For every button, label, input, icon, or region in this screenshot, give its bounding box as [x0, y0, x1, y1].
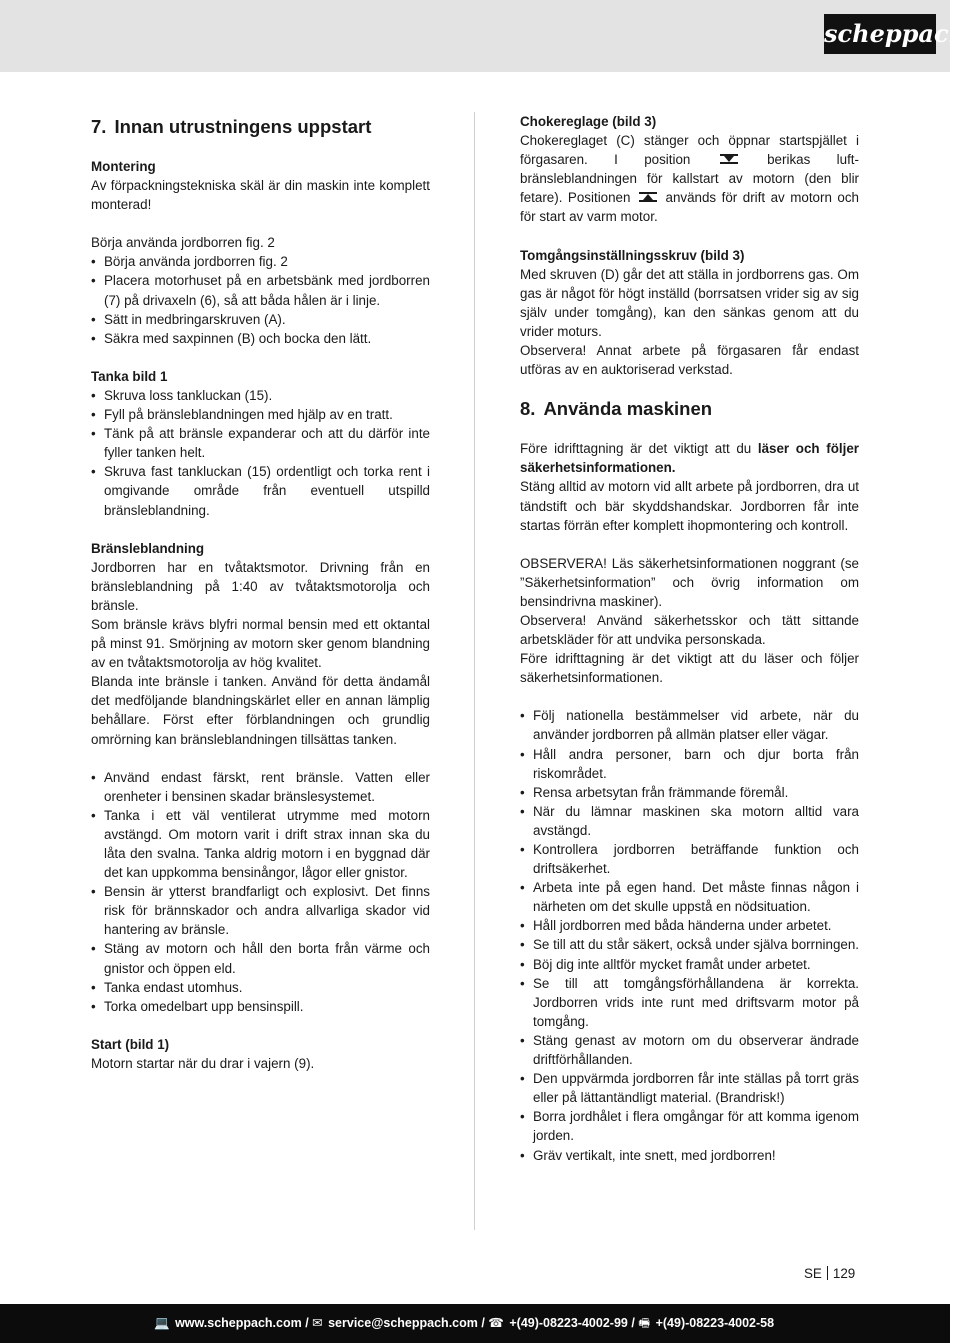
use-p1 [520, 439, 859, 477]
choke-open-icon [638, 191, 658, 203]
bransle-heading: Bränsleblandning [91, 540, 205, 556]
mail-icon: ✉ [312, 1316, 323, 1330]
list-item: • Den uppvärmda jordborren får inte ställas på torrt gräs eller på lättantändligt material. (Brandrisk!) [520, 1069, 859, 1107]
right-column [520, 112, 859, 1165]
list-item: • Rensa arbetsytan från främmande föremål. [520, 783, 859, 802]
fax-icon: 🖷 [638, 1316, 651, 1330]
section-title: Innan utrustningens uppstart [114, 116, 372, 137]
page-number-value: 129 [832, 1266, 856, 1281]
list-item: • Skruva fast tankluckan (15) ordentligt och torka rent i omgivande område från eventuell utspilld bränsleblandning. [91, 462, 430, 519]
column-divider [474, 112, 475, 1230]
use-p4: Observera! Använd säkerhetsskor och tätt sittande arbetskläder för att undvika personskada. [520, 612, 859, 648]
idle-heading: Tomgångsinställningsskruv (bild 3) [520, 247, 745, 263]
choke-text [520, 131, 859, 226]
use-p1-bold: läser och följer säkerhetsinformationen. [520, 441, 859, 476]
page-number-divider [827, 1266, 828, 1280]
bransle-p3: Blanda inte bränsle i tanken. Använd för detta ändamål det medföljande blandningskärlet eller en annan lämplig behållare. Först efter förblandningen och grundlig omrörning kan bränsleblandningen tillsättas tanken. [91, 674, 430, 747]
list-item: • Torka omedelbart upp bensinspill. [91, 997, 430, 1016]
bransle-list [91, 768, 430, 1016]
list-item: • Se till att du står säkert, också under själva borrningen. [520, 935, 859, 954]
montering-intro: Börja använda jordborren fig. 2 [91, 235, 275, 251]
tanka-list [91, 386, 430, 520]
choke-text-part: Chokereglaget (C) stänger och öppnar startspjället i förgasaren. I position [520, 133, 859, 168]
choke-closed-icon [719, 153, 739, 165]
bransle-p1: Jordborren har en tvåtaktsmotor. Drivning från en bränsleblandning på 1:40 av tvåtaktsmotorolja och bränsle. [91, 559, 430, 613]
list-item: • Sätt in medbringarskruven (A). [91, 310, 430, 329]
use-p3: OBSERVERA! Läs säkerhetsinformationen noggrant (se ”Säkerhetsinformation” och övrig information om bensindrivna maskiner). [520, 555, 859, 609]
computer-icon: 💻 [154, 1316, 170, 1330]
use-p1-text: Före idrifttagning är det viktigt att du [520, 441, 758, 457]
section-8-heading [520, 394, 859, 424]
list-item: • Håll jordborren med båda händerna under arbetet. [520, 916, 859, 935]
phone-icon: ☎ [488, 1316, 504, 1330]
list-item: • Följ nationella bestämmelser vid arbete, när du använder jordborren på allmän platser eller vägar. [520, 706, 859, 744]
footer-mail[interactable]: service@scheppach.com [328, 1316, 478, 1330]
list-item: • När du lämnar maskinen ska motorn alltid vara avstängd. [520, 802, 859, 840]
list-item: • Skruva loss tankluckan (15). [91, 386, 430, 405]
list-item: • Säkra med saxpinnen (B) och bocka den lätt. [91, 329, 430, 348]
section-number: 7. [91, 116, 107, 137]
footer-bar [0, 1304, 950, 1343]
use-p2: Stäng alltid av motorn vid allt arbete på jordborren, dra ut tändstift och bär skyddshandskar. Jordborren får inte startas förrän efter komplett ihopmontering och kontroll. [520, 479, 859, 533]
list-item: • Se till att tomgångsförhållandena är korrekta. Jordborren vrids inte runt med driftsvarm motor på tomgång. [520, 974, 859, 1031]
list-item: • Håll andra personer, barn och djur borta från riskområdet. [520, 745, 859, 783]
section-title: Använda maskinen [543, 398, 713, 420]
list-item: • Stäng av motorn och håll den borta från värme och gnistor och öppen eld. [91, 939, 430, 977]
list-item: • Arbeta inte på egen hand. Det måste finnas någon i närheten om det skulle uppstå en nödsituation. [520, 878, 859, 916]
footer-separator: / [477, 1316, 489, 1330]
choke-text-part: berikas luft-bränsleblandningen för kallstart av motorn (den blir fetare). Positionen [520, 152, 859, 206]
list-item: • Böj dig inte alltför mycket framåt under arbetet. [520, 955, 859, 974]
scheppach-logo: scheppach [824, 14, 936, 54]
list-item: • Placera motorhuset på en arbetsbänk med jordborren (7) på drivaxeln (6), så att båda hålen är i linje. [91, 271, 430, 309]
list-item: • Börja använda jordborren fig. 2 [91, 252, 430, 271]
idle-p2: Observera! Annat arbete på förgasaren får endast utföras av en auktoriserad verkstad. [520, 343, 859, 378]
header-band [0, 0, 950, 72]
montering-list [91, 252, 430, 347]
list-item: • Tanka endast utomhus. [91, 978, 430, 997]
footer-web[interactable]: www.scheppach.com [175, 1316, 302, 1330]
list-item: • Borra jordhålet i flera omgångar för att komma igenom jorden. [520, 1107, 859, 1145]
idle-p1: Med skruven (D) går det att ställa in jordborrens gas. Om gas är något för högt inställd (borrsatsen vrider sig av sig själv under tomgång), kan den sänkas genom att du vrider moturs. [520, 266, 859, 339]
use-list [520, 706, 859, 1164]
bransle-p2: Som bränsle krävs blyfri normal bensin med ett oktantal på minst 91. Smörjning av motorn sker genom blandning av en tvåtaktsmotorolja av hög kvalitet. [91, 616, 430, 671]
list-item: • Tanka i ett väl ventilerat utrymme med motorn avstängd. Om motorn varit i drift strax innan ska du låta den svalna. Tanka aldrig motorn i en byggnad där det kan uppkomma bensinångor, lågor eller gnistor. [91, 806, 430, 882]
footer-contacts [154, 1304, 774, 1343]
list-item: • Gräv vertikalt, inte snett, med jordborren! [520, 1146, 859, 1165]
start-text: Motorn startar när du drar i vajern (9). [91, 1055, 315, 1071]
montering-text: Av förpackningstekniska skäl är din maskin inte komplett monterad! [91, 178, 430, 213]
use-p5: Före idrifttagning är det viktigt att du läser och följer säkerhetsinformationen. [520, 651, 859, 686]
tanka-heading: Tanka bild 1 [91, 368, 168, 384]
list-item: • Använd endast färskt, rent bränsle. Vatten eller orenheter i bensinen skadar bränslesystemet. [91, 768, 430, 806]
list-item: • Tänk på att bränsle expanderar och att du därför inte fyller tanken helt. [91, 424, 430, 462]
choke-text-part: används för drift av motorn och för start av varm motor. [520, 190, 859, 225]
start-heading: Start (bild 1) [91, 1036, 170, 1052]
left-column [91, 112, 430, 1073]
list-item: • Fyll på bränsleblandningen med hjälp av en tratt. [91, 405, 430, 424]
footer-fax: +(49)-08223-4002-58 [655, 1316, 775, 1330]
list-item: • Kontrollera jordborren beträffande funktion och driftsäkerhet. [520, 840, 859, 878]
footer-phone: +(49)-08223-4002-99 [509, 1316, 628, 1330]
list-item: • Bensin är ytterst brandfarligt och explosivt. Det finns risk för brännskador och andra allvarliga skador vid hantering av bränsle. [91, 882, 430, 939]
page-lang: SE [804, 1266, 822, 1281]
section-number: 8. [520, 398, 536, 420]
footer-separator: / [301, 1316, 313, 1330]
montering-heading: Montering [91, 159, 156, 174]
list-item: • Stäng genast av motorn om du observerar ändrade driftförhållanden. [520, 1031, 859, 1069]
section-7-heading [91, 112, 430, 142]
footer-separator: / [627, 1316, 639, 1330]
choke-heading: Chokereglage (bild 3) [520, 114, 657, 129]
page-number [804, 1264, 855, 1283]
